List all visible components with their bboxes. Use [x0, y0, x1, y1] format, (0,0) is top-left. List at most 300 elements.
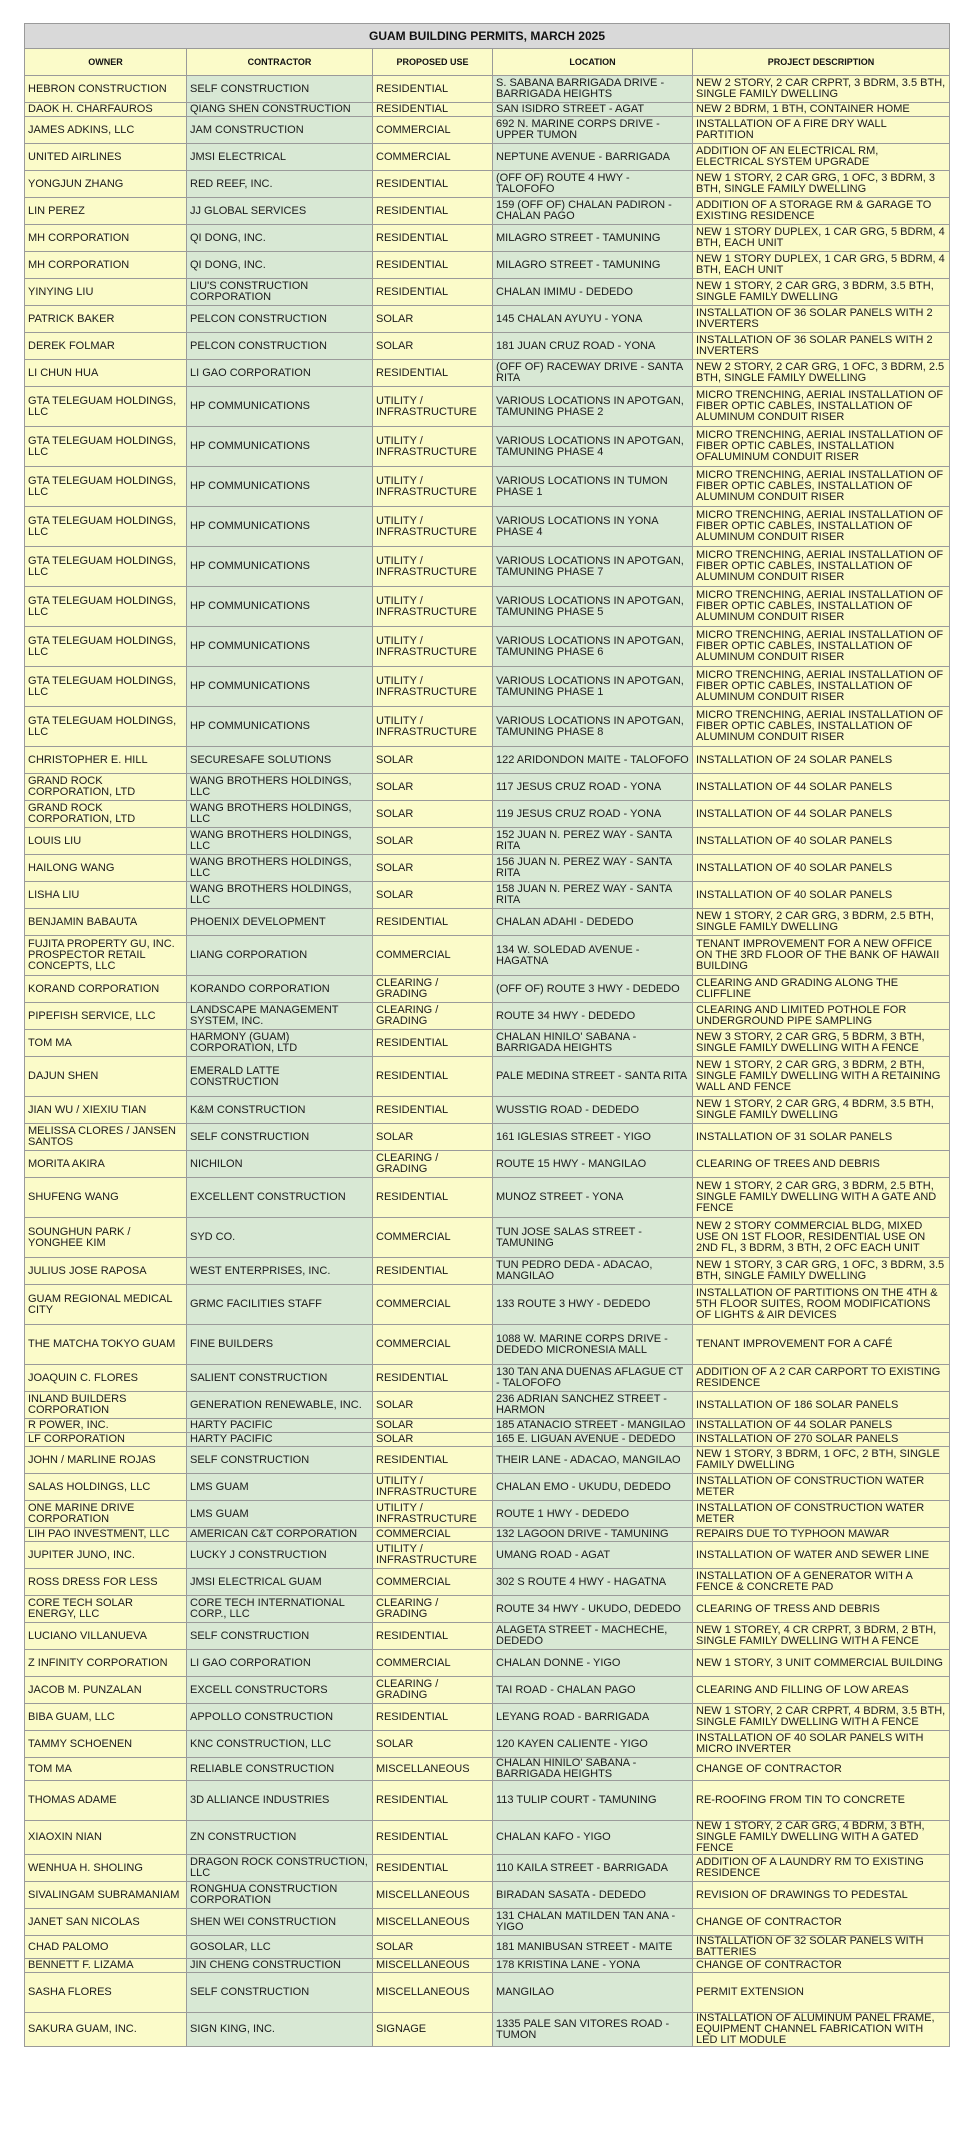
description-cell: INSTALLATION OF 36 SOLAR PANELS WITH 2 INVERTERS: [693, 333, 950, 360]
proposed-use-cell: UTILITY / INFRASTRUCTURE: [373, 507, 493, 547]
header-contractor: CONTRACTOR: [187, 49, 373, 76]
proposed-use-cell: COMMERCIAL: [373, 936, 493, 976]
owner-cell: BENJAMIN BABAUTA: [25, 909, 187, 936]
proposed-use-cell: RESIDENTIAL: [373, 103, 493, 117]
owner-cell: JACOB M. PUNZALAN: [25, 1677, 187, 1704]
contractor-cell: JIN CHENG CONSTRUCTION: [187, 1959, 373, 1973]
table-row: [25, 306, 950, 333]
description-cell: MICRO TRENCHING, AERIAL INSTALLATION OF FIBER OPTIC CABLES, INSTALLATION OF ALUMINUM CONDUIT RISER: [693, 547, 950, 587]
description-cell: INSTALLATION OF A FIRE DRY WALL PARTITION: [693, 117, 950, 144]
location-cell: ROUTE 34 HWY - DEDEDO: [493, 1003, 693, 1030]
table-row: [25, 882, 950, 909]
contractor-cell: LMS GUAM: [187, 1501, 373, 1528]
proposed-use-cell: UTILITY / INFRASTRUCTURE: [373, 1474, 493, 1501]
table-row: [25, 1909, 950, 1936]
table-row: [25, 144, 950, 171]
table-row: [25, 333, 950, 360]
proposed-use-cell: CLEARING / GRADING: [373, 1596, 493, 1623]
table-row: [25, 103, 950, 117]
description-cell: NEW 2 STORY, 2 CAR GRG, 1 OFC, 3 BDRM, 2.5 BTH, SINGLE FAMILY DWELLING: [693, 360, 950, 387]
description-cell: MICRO TRENCHING, AERIAL INSTALLATION OF FIBER OPTIC CABLES, INSTALLATION OF ALUMINUM CONDUIT RISER: [693, 707, 950, 747]
proposed-use-cell: RESIDENTIAL: [373, 1447, 493, 1474]
location-cell: LEYANG ROAD - BARRIGADA: [493, 1704, 693, 1731]
contractor-cell: HP COMMUNICATIONS: [187, 387, 373, 427]
location-cell: 185 ATANACIO STREET - MANGILAO: [493, 1419, 693, 1433]
description-cell: NEW 1 STORY, 2 CAR GRG, 4 BDRM, 3 BTH, SINGLE FAMILY DWELLING WITH A GATED FENCE: [693, 1821, 950, 1855]
contractor-cell: RONGHUA CONSTRUCTION CORPORATION: [187, 1882, 373, 1909]
description-cell: CLEARING OF TRESS AND DEBRIS: [693, 1596, 950, 1623]
contractor-cell: LIU'S CONSTRUCTION CORPORATION: [187, 279, 373, 306]
owner-cell: SALAS HOLDINGS, LLC: [25, 1474, 187, 1501]
contractor-cell: JJ GLOBAL SERVICES: [187, 198, 373, 225]
table-row: [25, 1285, 950, 1325]
contractor-cell: EXCELL CONSTRUCTORS: [187, 1677, 373, 1704]
owner-cell: XIAOXIN NIAN: [25, 1821, 187, 1855]
owner-cell: GTA TELEGUAM HOLDINGS, LLC: [25, 427, 187, 467]
contractor-cell: LUCKY J CONSTRUCTION: [187, 1542, 373, 1569]
location-cell: (OFF OF) RACEWAY DRIVE - SANTA RITA: [493, 360, 693, 387]
proposed-use-cell: MISCELLANEOUS: [373, 1909, 493, 1936]
owner-cell: INLAND BUILDERS CORPORATION: [25, 1392, 187, 1419]
proposed-use-cell: UTILITY / INFRASTRUCTURE: [373, 1542, 493, 1569]
contractor-cell: WANG BROTHERS HOLDINGS, LLC: [187, 855, 373, 882]
location-cell: 130 TAN ANA DUENAS AFLAGUE CT - TALOFOFO: [493, 1365, 693, 1392]
contractor-cell: PELCON CONSTRUCTION: [187, 333, 373, 360]
owner-cell: LI CHUN HUA: [25, 360, 187, 387]
location-cell: ROUTE 15 HWY - MANGILAO: [493, 1151, 693, 1178]
owner-cell: GTA TELEGUAM HOLDINGS, LLC: [25, 507, 187, 547]
location-cell: 692 N. MARINE CORPS DRIVE - UPPER TUMON: [493, 117, 693, 144]
proposed-use-cell: SOLAR: [373, 747, 493, 774]
owner-cell: R POWER, INC.: [25, 1419, 187, 1433]
table-row: [25, 1218, 950, 1258]
table-row: [25, 117, 950, 144]
owner-cell: DAOK H. CHARFAUROS: [25, 103, 187, 117]
proposed-use-cell: RESIDENTIAL: [373, 1855, 493, 1882]
location-cell: 119 JESUS CRUZ ROAD - YONA: [493, 801, 693, 828]
table-row: [25, 467, 950, 507]
table-row: [25, 976, 950, 1003]
proposed-use-cell: COMMERCIAL: [373, 1325, 493, 1365]
location-cell: 145 CHALAN AYUYU - YONA: [493, 306, 693, 333]
proposed-use-cell: RESIDENTIAL: [373, 225, 493, 252]
location-cell: VARIOUS LOCATIONS IN APOTGAN, TAMUNING PHASE 5: [493, 587, 693, 627]
table-row: [25, 1821, 950, 1855]
description-cell: PERMIT EXTENSION: [693, 1973, 950, 2013]
contractor-cell: NICHILON: [187, 1151, 373, 1178]
owner-cell: GTA TELEGUAM HOLDINGS, LLC: [25, 667, 187, 707]
proposed-use-cell: CLEARING / GRADING: [373, 1677, 493, 1704]
location-cell: ALAGETA STREET - MACHECHE, DEDEDO: [493, 1623, 693, 1650]
table-row: [25, 1258, 950, 1285]
description-cell: INSTALLATION OF 40 SOLAR PANELS: [693, 828, 950, 855]
owner-cell: HEBRON CONSTRUCTION: [25, 76, 187, 103]
location-cell: CHALAN IMIMU - DEDEDO: [493, 279, 693, 306]
proposed-use-cell: SOLAR: [373, 828, 493, 855]
proposed-use-cell: MISCELLANEOUS: [373, 1973, 493, 2013]
description-cell: TENANT IMPROVEMENT FOR A NEW OFFICE ON THE 3RD FLOOR OF THE BANK OF HAWAII BUILDING: [693, 936, 950, 976]
location-cell: MANGILAO: [493, 1973, 693, 2013]
contractor-cell: GENERATION RENEWABLE, INC.: [187, 1392, 373, 1419]
table-row: [25, 1365, 950, 1392]
table-row: [25, 1057, 950, 1097]
contractor-cell: DRAGON ROCK CONSTRUCTION, LLC: [187, 1855, 373, 1882]
location-cell: CHALAN EMO - UKUDU, DEDEDO: [493, 1474, 693, 1501]
proposed-use-cell: UTILITY / INFRASTRUCTURE: [373, 387, 493, 427]
owner-cell: THOMAS ADAME: [25, 1781, 187, 1821]
description-cell: NEW 3 STORY, 2 CAR GRG, 5 BDRM, 3 BTH, SINGLE FAMILY DWELLING WITH A FENCE: [693, 1030, 950, 1057]
proposed-use-cell: UTILITY / INFRASTRUCTURE: [373, 707, 493, 747]
owner-cell: GRAND ROCK CORPORATION, LTD: [25, 801, 187, 828]
contractor-cell: WANG BROTHERS HOLDINGS, LLC: [187, 882, 373, 909]
owner-cell: GTA TELEGUAM HOLDINGS, LLC: [25, 387, 187, 427]
contractor-cell: SELF CONSTRUCTION: [187, 1447, 373, 1474]
table-row: [25, 1542, 950, 1569]
proposed-use-cell: COMMERCIAL: [373, 1650, 493, 1677]
proposed-use-cell: RESIDENTIAL: [373, 1623, 493, 1650]
owner-cell: DAJUN SHEN: [25, 1057, 187, 1097]
contractor-cell: SHEN WEI CONSTRUCTION: [187, 1909, 373, 1936]
description-cell: NEW 2 BDRM, 1 BTH, CONTAINER HOME: [693, 103, 950, 117]
contractor-cell: HP COMMUNICATIONS: [187, 627, 373, 667]
table-row: [25, 667, 950, 707]
table-row: [25, 171, 950, 198]
proposed-use-cell: UTILITY / INFRASTRUCTURE: [373, 667, 493, 707]
table-row: [25, 279, 950, 306]
location-cell: VARIOUS LOCATIONS IN APOTGAN, TAMUNING PHASE 1: [493, 667, 693, 707]
proposed-use-cell: SOLAR: [373, 1419, 493, 1433]
owner-cell: UNITED AIRLINES: [25, 144, 187, 171]
owner-cell: GUAM REGIONAL MEDICAL CITY: [25, 1285, 187, 1325]
contractor-cell: QI DONG, INC.: [187, 252, 373, 279]
proposed-use-cell: UTILITY / INFRASTRUCTURE: [373, 627, 493, 667]
location-cell: VARIOUS LOCATIONS IN APOTGAN, TAMUNING PHASE 2: [493, 387, 693, 427]
description-cell: CHANGE OF CONTRACTOR: [693, 1909, 950, 1936]
description-cell: INSTALLATION OF 44 SOLAR PANELS: [693, 1419, 950, 1433]
description-cell: INSTALLATION OF 31 SOLAR PANELS: [693, 1124, 950, 1151]
header-location: LOCATION: [493, 49, 693, 76]
owner-cell: SOUNGHUN PARK / YONGHEE KIM: [25, 1218, 187, 1258]
owner-cell: GTA TELEGUAM HOLDINGS, LLC: [25, 467, 187, 507]
proposed-use-cell: SOLAR: [373, 801, 493, 828]
owner-cell: JOHN / MARLINE ROJAS: [25, 1447, 187, 1474]
location-cell: CHALAN DONNE - YIGO: [493, 1650, 693, 1677]
owner-cell: PIPEFISH SERVICE, LLC: [25, 1003, 187, 1030]
description-cell: TENANT IMPROVEMENT FOR A CAFÉ: [693, 1325, 950, 1365]
owner-cell: MORITA AKIRA: [25, 1151, 187, 1178]
location-cell: CHALAN KAFO - YIGO: [493, 1821, 693, 1855]
location-cell: 152 JUAN N. PEREZ WAY - SANTA RITA: [493, 828, 693, 855]
owner-cell: MELISSA CLORES / JANSEN SANTOS: [25, 1124, 187, 1151]
contractor-cell: SELF CONSTRUCTION: [187, 1623, 373, 1650]
proposed-use-cell: SOLAR: [373, 774, 493, 801]
table-row: [25, 1781, 950, 1821]
contractor-cell: 3D ALLIANCE INDUSTRIES: [187, 1781, 373, 1821]
description-cell: NEW 1 STORY DUPLEX, 1 CAR GRG, 5 BDRM, 4 BTH, EACH UNIT: [693, 252, 950, 279]
description-cell: NEW 1 STORY, 2 CAR GRG, 3 BDRM, 2.5 BTH, SINGLE FAMILY DWELLING WITH A GATE AND FENCE: [693, 1178, 950, 1218]
contractor-cell: HP COMMUNICATIONS: [187, 507, 373, 547]
contractor-cell: LI GAO CORPORATION: [187, 1650, 373, 1677]
description-cell: MICRO TRENCHING, AERIAL INSTALLATION OF FIBER OPTIC CABLES, INSTALLATION OF ALUMINUM CONDUIT RISER: [693, 667, 950, 707]
location-cell: 1088 W. MARINE CORPS DRIVE - DEDEDO MICRONESIA MALL: [493, 1325, 693, 1365]
contractor-cell: QIANG SHEN CONSTRUCTION: [187, 103, 373, 117]
permits-table-wrapper: [24, 23, 949, 2047]
description-cell: INSTALLATION OF 270 SOLAR PANELS: [693, 1433, 950, 1447]
description-cell: NEW 1 STOREY, 4 CR CRPRT, 3 BDRM, 2 BTH, SINGLE FAMILY DWELLING WITH A FENCE: [693, 1623, 950, 1650]
proposed-use-cell: RESIDENTIAL: [373, 171, 493, 198]
table-row: [25, 801, 950, 828]
owner-cell: SIVALINGAM SUBRAMANIAM: [25, 1882, 187, 1909]
location-cell: 236 ADRIAN SANCHEZ STREET - HARMON: [493, 1392, 693, 1419]
location-cell: VARIOUS LOCATIONS IN APOTGAN, TAMUNING PHASE 6: [493, 627, 693, 667]
proposed-use-cell: COMMERCIAL: [373, 117, 493, 144]
owner-cell: YONGJUN ZHANG: [25, 171, 187, 198]
location-cell: ROUTE 34 HWY - UKUDO, DEDEDO: [493, 1596, 693, 1623]
proposed-use-cell: RESIDENTIAL: [373, 1097, 493, 1124]
contractor-cell: JMSI ELECTRICAL GUAM: [187, 1569, 373, 1596]
table-row: [25, 1003, 950, 1030]
contractor-cell: EXCELLENT CONSTRUCTION: [187, 1178, 373, 1218]
description-cell: NEW 1 STORY, 3 UNIT COMMERCIAL BUILDING: [693, 1650, 950, 1677]
proposed-use-cell: SOLAR: [373, 306, 493, 333]
location-cell: UMANG ROAD - AGAT: [493, 1542, 693, 1569]
description-cell: NEW 2 STORY COMMERCIAL BLDG, MIXED USE ON 1ST FLOOR, RESIDENTIAL USE ON 2ND FL, 3 BDRM, 3 BTH, 2 OFC EACH UNIT: [693, 1218, 950, 1258]
owner-cell: LOUIS LIU: [25, 828, 187, 855]
proposed-use-cell: COMMERCIAL: [373, 1528, 493, 1542]
table-row: [25, 1501, 950, 1528]
contractor-cell: HP COMMUNICATIONS: [187, 547, 373, 587]
contractor-cell: WANG BROTHERS HOLDINGS, LLC: [187, 801, 373, 828]
location-cell: VARIOUS LOCATIONS IN APOTGAN, TAMUNING PHASE 7: [493, 547, 693, 587]
proposed-use-cell: RESIDENTIAL: [373, 1258, 493, 1285]
proposed-use-cell: RESIDENTIAL: [373, 909, 493, 936]
location-cell: TUN PEDRO DEDA - ADACAO, MANGILAO: [493, 1258, 693, 1285]
owner-cell: BIBA GUAM, LLC: [25, 1704, 187, 1731]
owner-cell: YINYING LIU: [25, 279, 187, 306]
owner-cell: LISHA LIU: [25, 882, 187, 909]
proposed-use-cell: RESIDENTIAL: [373, 1178, 493, 1218]
owner-cell: SHUFENG WANG: [25, 1178, 187, 1218]
table-row: [25, 1097, 950, 1124]
contractor-cell: KORANDO CORPORATION: [187, 976, 373, 1003]
description-cell: INSTALLATION OF 40 SOLAR PANELS WITH MICRO INVERTER: [693, 1731, 950, 1758]
description-cell: CLEARING AND LIMITED POTHOLE FOR UNDERGROUND PIPE SAMPLING: [693, 1003, 950, 1030]
owner-cell: LIN PEREZ: [25, 198, 187, 225]
table-row: [25, 627, 950, 667]
table-row: [25, 360, 950, 387]
contractor-cell: HARTY PACIFIC: [187, 1433, 373, 1447]
contractor-cell: HP COMMUNICATIONS: [187, 467, 373, 507]
proposed-use-cell: SOLAR: [373, 333, 493, 360]
description-cell: NEW 1 STORY, 2 CAR GRG, 3 BDRM, 2 BTH, SINGLE FAMILY DWELLING WITH A RETAINING WALL AND FENCE: [693, 1057, 950, 1097]
proposed-use-cell: RESIDENTIAL: [373, 360, 493, 387]
proposed-use-cell: UTILITY / INFRASTRUCTURE: [373, 547, 493, 587]
table-row: [25, 1758, 950, 1781]
table-row: [25, 1151, 950, 1178]
owner-cell: SASHA FLORES: [25, 1973, 187, 2013]
location-cell: WUSSTIG ROAD - DEDEDO: [493, 1097, 693, 1124]
description-cell: NEW 2 STORY, 2 CAR CRPRT, 3 BDRM, 3.5 BTH, SINGLE FAMILY DWELLING: [693, 76, 950, 103]
contractor-cell: ZN CONSTRUCTION: [187, 1821, 373, 1855]
description-cell: NEW 1 STORY, 3 BDRM, 1 OFC, 2 BTH, SINGLE FAMILY DWELLING: [693, 1447, 950, 1474]
location-cell: 113 TULIP COURT - TAMUNING: [493, 1781, 693, 1821]
owner-cell: TAMMY SCHOENEN: [25, 1731, 187, 1758]
owner-cell: LIH PAO INVESTMENT, LLC: [25, 1528, 187, 1542]
proposed-use-cell: RESIDENTIAL: [373, 1781, 493, 1821]
contractor-cell: WEST ENTERPRISES, INC.: [187, 1258, 373, 1285]
proposed-use-cell: SOLAR: [373, 855, 493, 882]
location-cell: CHALAN HINILO' SABANA - BARRIGADA HEIGHTS: [493, 1030, 693, 1057]
description-cell: INSTALLATION OF 40 SOLAR PANELS: [693, 882, 950, 909]
owner-cell: TOM MA: [25, 1758, 187, 1781]
owner-cell: GTA TELEGUAM HOLDINGS, LLC: [25, 587, 187, 627]
table-row: [25, 855, 950, 882]
location-cell: 302 S ROUTE 4 HWY - HAGATNA: [493, 1569, 693, 1596]
table-row: [25, 1731, 950, 1758]
description-cell: ADDITION OF A 2 CAR CARPORT TO EXISTING RESIDENCE: [693, 1365, 950, 1392]
location-cell: TUN JOSE SALAS STREET - TAMUNING: [493, 1218, 693, 1258]
table-row: [25, 1973, 950, 2013]
table-row: [25, 547, 950, 587]
location-cell: 117 JESUS CRUZ ROAD - YONA: [493, 774, 693, 801]
table-row: [25, 1419, 950, 1433]
owner-cell: LUCIANO VILLANUEVA: [25, 1623, 187, 1650]
contractor-cell: EMERALD LATTE CONSTRUCTION: [187, 1057, 373, 1097]
table-row: [25, 1959, 950, 1973]
description-cell: INSTALLATION OF 44 SOLAR PANELS: [693, 774, 950, 801]
owner-cell: CHAD PALOMO: [25, 1936, 187, 1959]
table-row: [25, 1433, 950, 1447]
owner-cell: ONE MARINE DRIVE CORPORATION: [25, 1501, 187, 1528]
contractor-cell: PELCON CONSTRUCTION: [187, 306, 373, 333]
table-row: [25, 1704, 950, 1731]
contractor-cell: SELF CONSTRUCTION: [187, 1124, 373, 1151]
table-row: [25, 774, 950, 801]
table-row: [25, 427, 950, 467]
table-row: [25, 76, 950, 103]
owner-cell: LF CORPORATION: [25, 1433, 187, 1447]
contractor-cell: JMSI ELECTRICAL: [187, 144, 373, 171]
table-row: [25, 1030, 950, 1057]
proposed-use-cell: UTILITY / INFRASTRUCTURE: [373, 587, 493, 627]
location-cell: VARIOUS LOCATIONS IN TUMON PHASE 1: [493, 467, 693, 507]
proposed-use-cell: RESIDENTIAL: [373, 1821, 493, 1855]
location-cell: (OFF OF) ROUTE 4 HWY - TALOFOFO: [493, 171, 693, 198]
owner-cell: WENHUA H. SHOLING: [25, 1855, 187, 1882]
location-cell: S. SABANA BARRIGADA DRIVE - BARRIGADA HEIGHTS: [493, 76, 693, 103]
table-row: [25, 1325, 950, 1365]
location-cell: 178 KRISTINA LANE - YONA: [493, 1959, 693, 1973]
proposed-use-cell: SOLAR: [373, 1433, 493, 1447]
owner-cell: KORAND CORPORATION: [25, 976, 187, 1003]
contractor-cell: FINE BUILDERS: [187, 1325, 373, 1365]
description-cell: CLEARING AND GRADING ALONG THE CLIFFLINE: [693, 976, 950, 1003]
proposed-use-cell: SOLAR: [373, 882, 493, 909]
owner-cell: JUPITER JUNO, INC.: [25, 1542, 187, 1569]
table-row: [25, 1677, 950, 1704]
header-row: [25, 49, 950, 76]
location-cell: 133 ROUTE 3 HWY - DEDEDO: [493, 1285, 693, 1325]
proposed-use-cell: UTILITY / INFRASTRUCTURE: [373, 467, 493, 507]
description-cell: NEW 1 STORY, 2 CAR GRG, 3 BDRM, 2.5 BTH, SINGLE FAMILY DWELLING: [693, 909, 950, 936]
proposed-use-cell: RESIDENTIAL: [373, 252, 493, 279]
location-cell: 161 IGLESIAS STREET - YIGO: [493, 1124, 693, 1151]
owner-cell: FUJITA PROPERTY GU, INC. PROSPECTOR RETAIL CONCEPTS, LLC: [25, 936, 187, 976]
owner-cell: THE MATCHA TOKYO GUAM: [25, 1325, 187, 1365]
contractor-cell: AMERICAN C&T CORPORATION: [187, 1528, 373, 1542]
location-cell: 181 MANIBUSAN STREET - MAITE: [493, 1936, 693, 1959]
description-cell: CLEARING OF TREES AND DEBRIS: [693, 1151, 950, 1178]
table-row: [25, 1124, 950, 1151]
description-cell: INSTALLATION OF CONSTRUCTION WATER METER: [693, 1474, 950, 1501]
contractor-cell: HP COMMUNICATIONS: [187, 427, 373, 467]
description-cell: INSTALLATION OF 36 SOLAR PANELS WITH 2 INVERTERS: [693, 306, 950, 333]
table-header: [25, 49, 950, 76]
table-row: [25, 507, 950, 547]
description-cell: INSTALLATION OF PARTITIONS ON THE 4TH & 5TH FLOOR SUITES, ROOM MODIFICATIONS OF LIGHTS & AIR DEVICES: [693, 1285, 950, 1325]
table-row: [25, 1936, 950, 1959]
table-row: [25, 1474, 950, 1501]
description-cell: INSTALLATION OF ALUMINUM PANEL FRAME, EQUIPMENT CHANNEL FABRICATION WITH LED LIT MODULE: [693, 2013, 950, 2047]
location-cell: 110 KAILA STREET - BARRIGADA: [493, 1855, 693, 1882]
description-cell: NEW 1 STORY DUPLEX, 1 CAR GRG, 5 BDRM, 4 BTH, EACH UNIT: [693, 225, 950, 252]
location-cell: VARIOUS LOCATIONS IN APOTGAN, TAMUNING PHASE 8: [493, 707, 693, 747]
proposed-use-cell: RESIDENTIAL: [373, 1365, 493, 1392]
table-row: [25, 1392, 950, 1419]
contractor-cell: SYD CO.: [187, 1218, 373, 1258]
description-cell: INSTALLATION OF 40 SOLAR PANELS: [693, 855, 950, 882]
owner-cell: SAKURA GUAM, INC.: [25, 2013, 187, 2047]
location-cell: MILAGRO STREET - TAMUNING: [493, 225, 693, 252]
proposed-use-cell: RESIDENTIAL: [373, 1057, 493, 1097]
location-cell: 158 JUAN N. PEREZ WAY - SANTA RITA: [493, 882, 693, 909]
contractor-cell: RELIABLE CONSTRUCTION: [187, 1758, 373, 1781]
owner-cell: BENNETT F. LIZAMA: [25, 1959, 187, 1973]
description-cell: CHANGE OF CONTRACTOR: [693, 1758, 950, 1781]
proposed-use-cell: CLEARING / GRADING: [373, 976, 493, 1003]
contractor-cell: SELF CONSTRUCTION: [187, 1973, 373, 2013]
location-cell: THEIR LANE - ADACAO, MANGILAO: [493, 1447, 693, 1474]
table-row: [25, 1882, 950, 1909]
proposed-use-cell: COMMERCIAL: [373, 1285, 493, 1325]
contractor-cell: KNC CONSTRUCTION, LLC: [187, 1731, 373, 1758]
location-cell: MUNOZ STREET - YONA: [493, 1178, 693, 1218]
table-row: [25, 198, 950, 225]
proposed-use-cell: COMMERCIAL: [373, 1569, 493, 1596]
location-cell: BIRADAN SASATA - DEDEDO: [493, 1882, 693, 1909]
owner-cell: GRAND ROCK CORPORATION, LTD: [25, 774, 187, 801]
header-project-description: PROJECT DESCRIPTION: [693, 49, 950, 76]
description-cell: NEW 1 STORY, 2 CAR GRG, 1 OFC, 3 BDRM, 3 BTH, SINGLE FAMILY DWELLING: [693, 171, 950, 198]
table-row: [25, 1596, 950, 1623]
table-row: [25, 252, 950, 279]
location-cell: 132 LAGOON DRIVE - TAMUNING: [493, 1528, 693, 1542]
location-cell: CHALAN HINILO' SABANA - BARRIGADA HEIGHTS: [493, 1758, 693, 1781]
contractor-cell: LI GAO CORPORATION: [187, 360, 373, 387]
description-cell: INSTALLATION OF 24 SOLAR PANELS: [693, 747, 950, 774]
header-proposed-use: PROPOSED USE: [373, 49, 493, 76]
location-cell: 120 KAYEN CALIENTE - YIGO: [493, 1731, 693, 1758]
owner-cell: TOM MA: [25, 1030, 187, 1057]
proposed-use-cell: RESIDENTIAL: [373, 279, 493, 306]
contractor-cell: K&M CONSTRUCTION: [187, 1097, 373, 1124]
table-row: [25, 1855, 950, 1882]
table-row: [25, 828, 950, 855]
contractor-cell: SELF CONSTRUCTION: [187, 76, 373, 103]
location-cell: VARIOUS LOCATIONS IN YONA PHASE 4: [493, 507, 693, 547]
description-cell: CHANGE OF CONTRACTOR: [693, 1959, 950, 1973]
proposed-use-cell: COMMERCIAL: [373, 144, 493, 171]
